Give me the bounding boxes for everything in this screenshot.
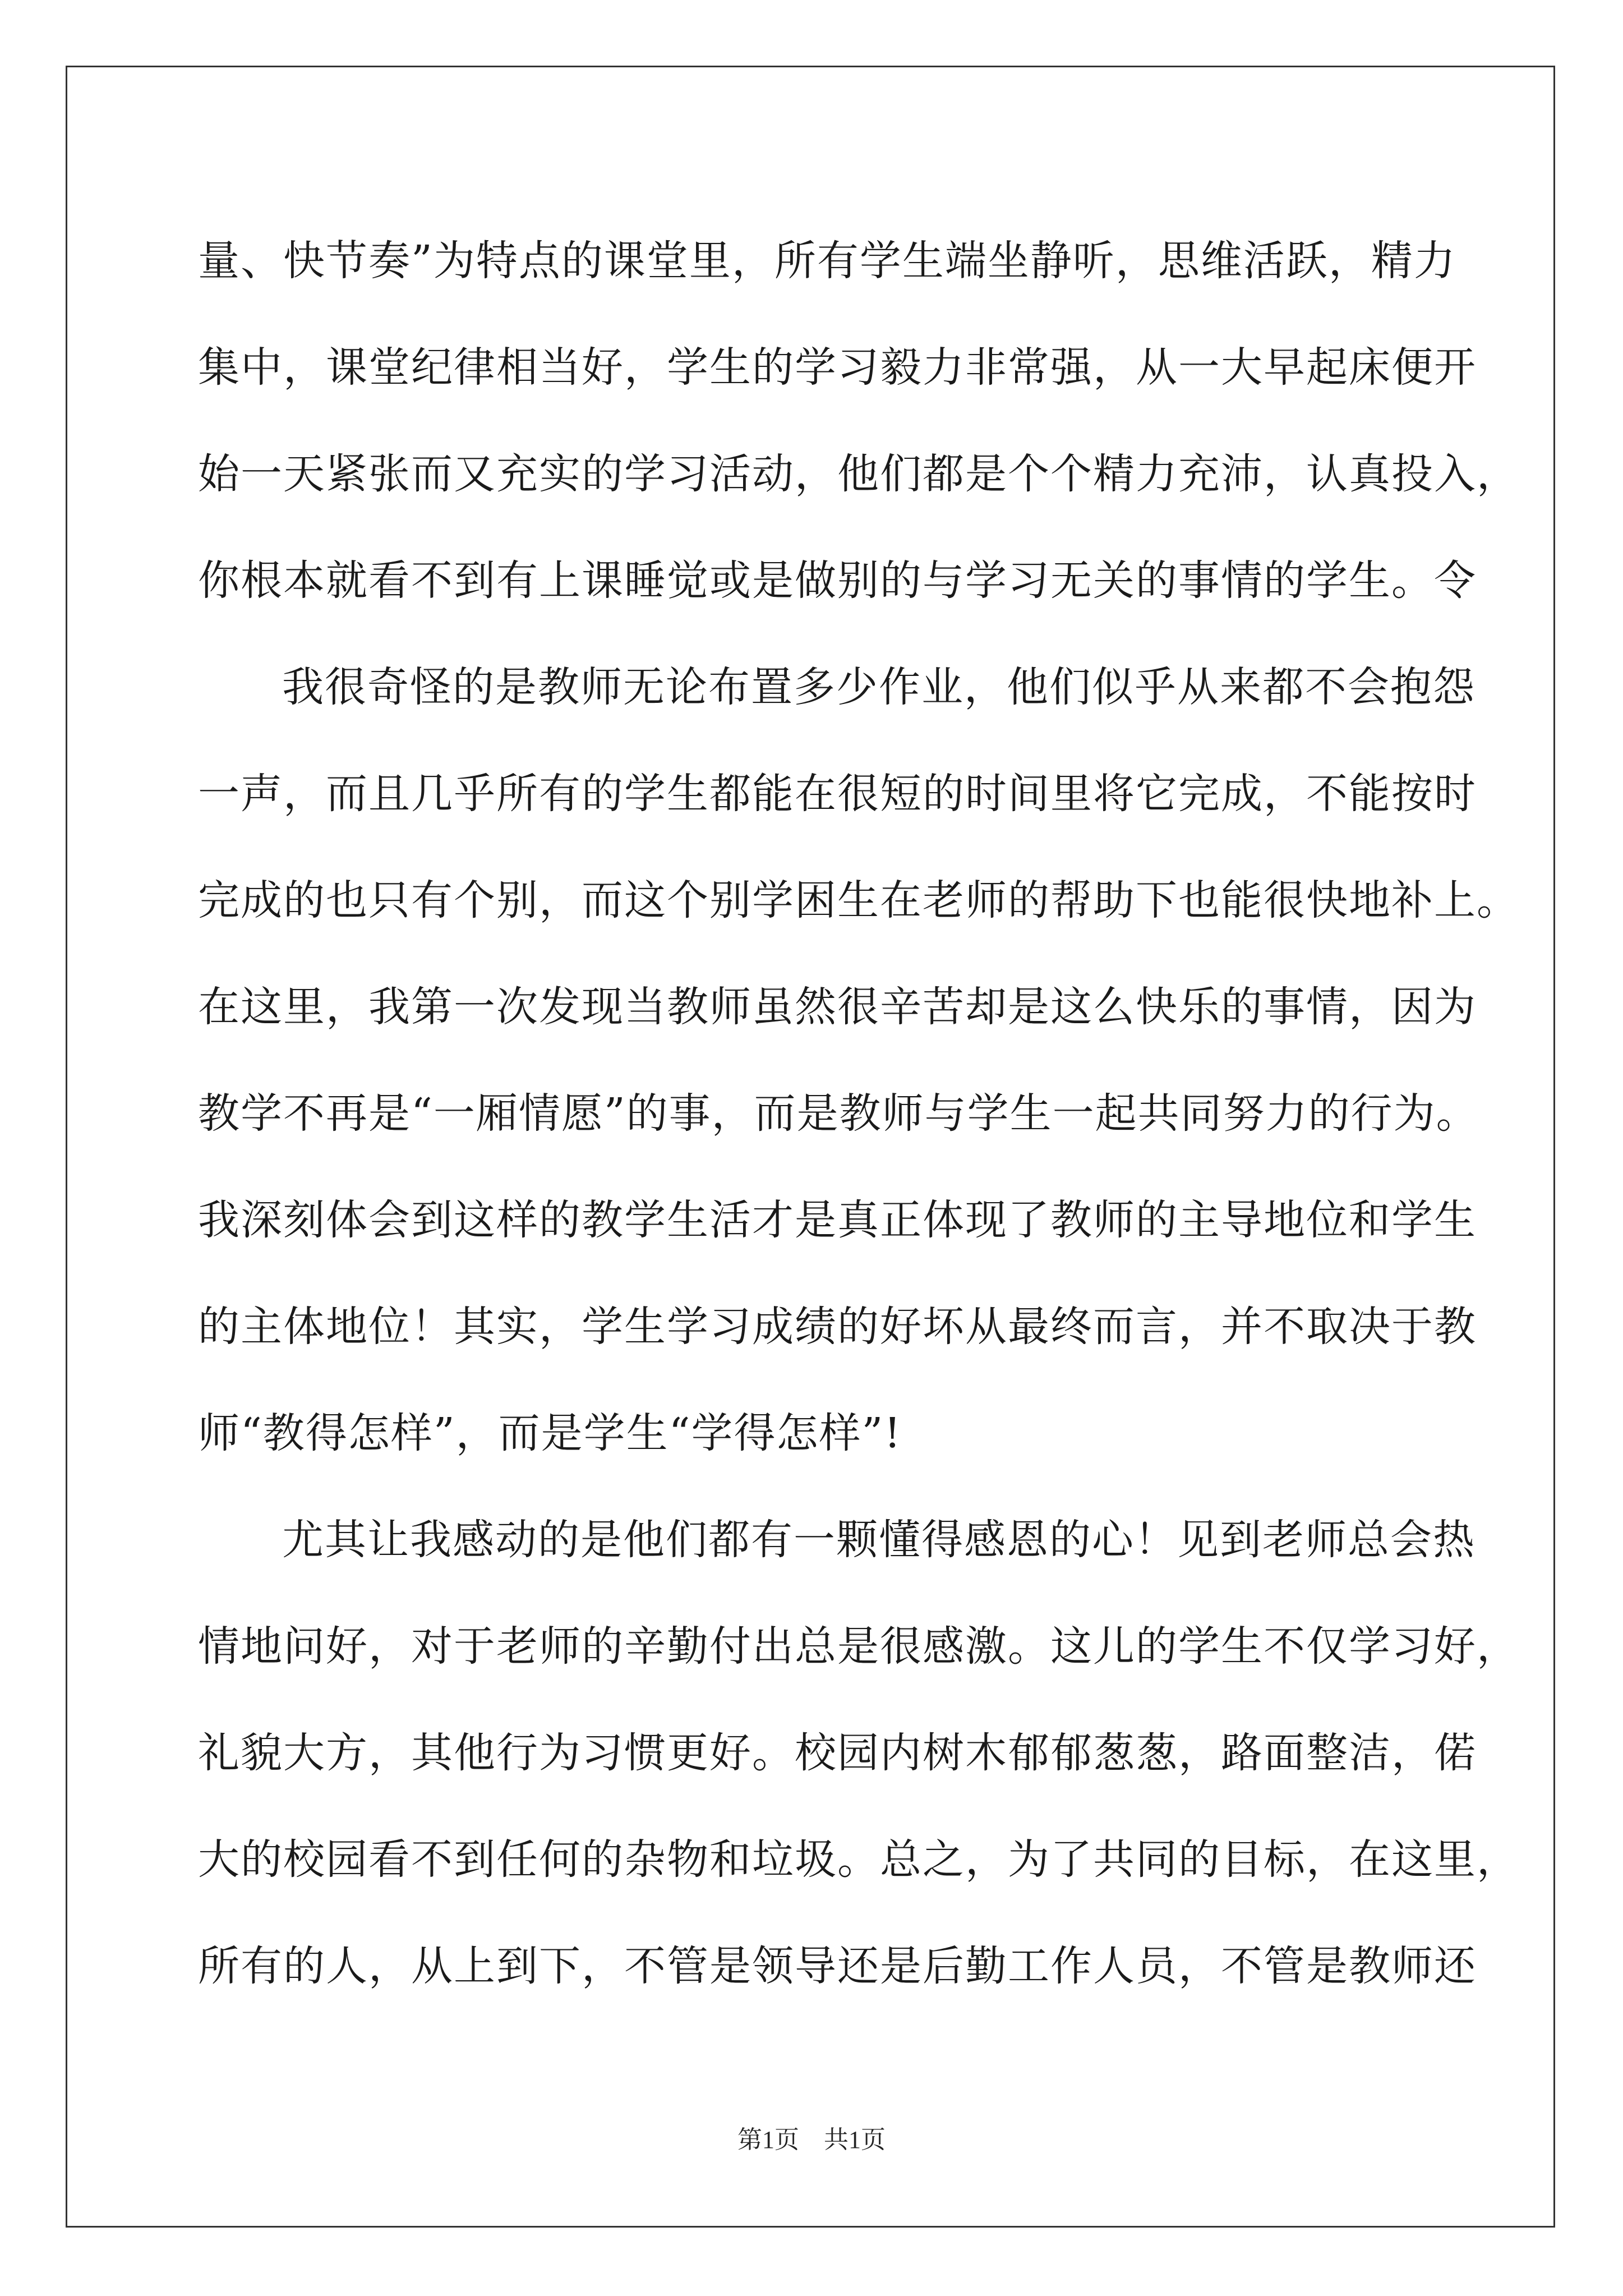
text-line: 一声，而且几乎所有的学生都能在很短的时间里将它完成，不能按时 [198,770,1477,818]
paragraph-start-line: 我很奇怪的是教师无论布置多少作业，他们似乎从来都不会抱怨 [282,663,1476,711]
text-line: 你根本就看不到有上课睡觉或是做别的与学习无关的事情的学生。令 [198,556,1477,605]
text-line: 集中，课堂纪律相当好，学生的学习毅力非常强，从一大早起床便开 [198,343,1477,392]
text-line: 在这里，我第一次发现当教师虽然很辛苦却是这么快乐的事情，因为 [198,983,1477,1031]
text-line: 礼貌大方，其他行为习惯更好。校园内树木郁郁葱葱，路面整洁，偌 [198,1729,1477,1777]
text-line: 的主体地位！其实，学生学习成绩的好坏从最终而言，并不取决于教 [198,1303,1477,1351]
text-line: 量、快节奏”为特点的课堂里，所有学生端坐静听，思维活跃，精力 [198,237,1456,285]
document-body [198,208,1519,2019]
text-line: 师“教得怎样”，而是学生“学得怎样”! [198,1409,902,1457]
text-line: 所有的人，从上到下，不管是领导还是后勤工作人员，不管是教师还 [198,1942,1477,1990]
page-number-footer: 第1页 共1页 [737,2126,886,2154]
paragraph-start-line: 尤其让我感动的是他们都有一颗懂得感恩的心！见到老师总会热 [282,1516,1476,1564]
text-line: 教学不再是“一厢情愿”的事，而是教师与学生一起共同努力的行为。 [198,1089,1479,1138]
text-line: 情地问好，对于老师的辛勤付出总是很感激。这儿的学生不仅学习好， [198,1622,1519,1671]
text-line: 始一天紧张而又充实的学习活动，他们都是个个精力充沛，认真投入， [198,450,1519,498]
text-line: 大的校园看不到任何的杂物和垃圾。总之，为了共同的目标，在这里， [198,1835,1519,1884]
text-line: 完成的也只有个别，而这个别学困生在老师的帮助下也能很快地补上。 [198,876,1519,924]
text-line: 我深刻体会到这样的教学生活才是真正体现了教师的主导地位和学生 [198,1196,1477,1244]
